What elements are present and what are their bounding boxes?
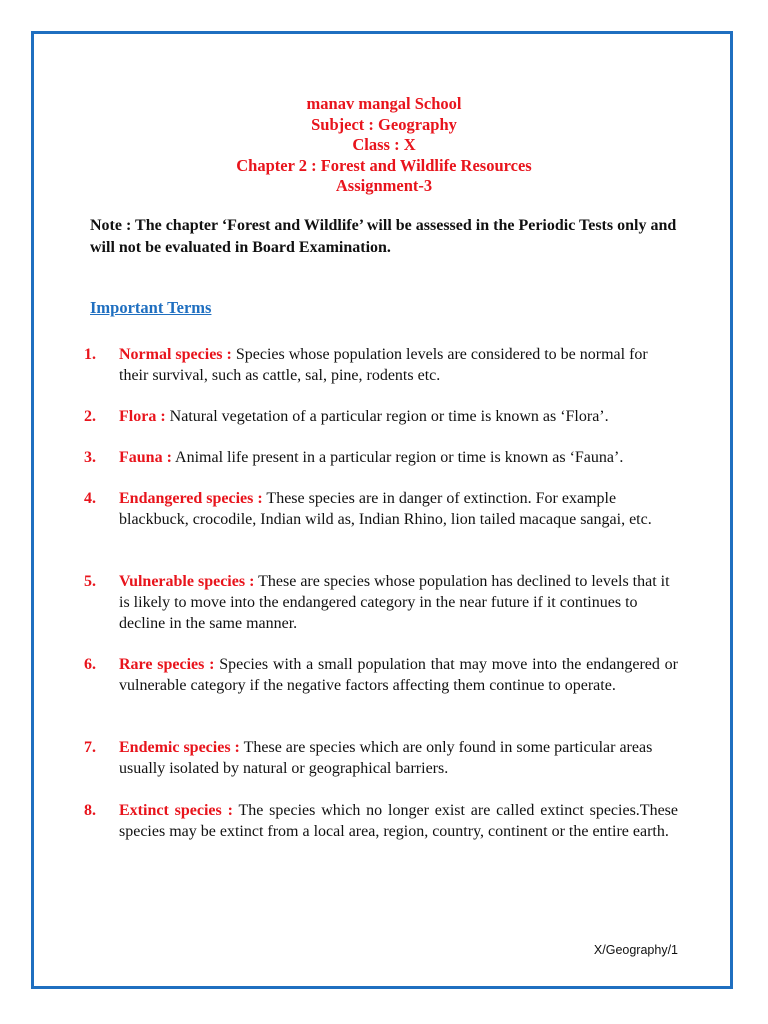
term-definition: Natural vegetation of a particular region or time is known as ‘Flora’. — [165, 408, 609, 425]
term-definition: Species whose population levels are considered to be normal for their survival, such as cattle, sal, pine, rodents etc. — [119, 346, 648, 384]
subject-line: Subject : Geography — [311, 114, 457, 134]
chapter-line: Chapter 2 : Forest and Wildlife Resources — [236, 155, 532, 175]
term-definition: Animal life present in a particular region or time is known as ‘Fauna’. — [171, 449, 624, 466]
item-number: 8. — [84, 802, 96, 819]
term-item-fauna — [84, 447, 678, 468]
term-item-vulnerable — [84, 571, 678, 634]
item-number: 1. — [84, 346, 96, 363]
assignment-line: Assignment-3 — [335, 176, 433, 195]
term-item-endangered — [84, 488, 678, 530]
item-number: 3. — [84, 449, 96, 466]
note-paragraph: Note : The chapter ‘Forest and Wildlife’ will be assessed in the Periodic Tests only and will not be evaluated in Board Examination. — [90, 217, 677, 256]
section-title: Important Terms — [90, 298, 212, 317]
term-definition: These species are in danger of extinction. For example blackbuck, crocodile, Indian wild as, Indian Rhino, lion tailed macaque sangai, etc. — [119, 490, 652, 528]
school-name: manav mangal School — [306, 94, 462, 113]
term-label: Endangered species : — [119, 490, 263, 507]
term-label: Endemic species : — [119, 739, 240, 756]
item-number: 5. — [84, 573, 96, 590]
term-definition: The species which no longer exist are called extinct species.These species may be extinct from a local area, region, country, continent or the entire earth. — [119, 802, 679, 840]
term-item-flora — [84, 406, 678, 427]
class-line: Class : X — [352, 135, 416, 154]
term-definition: These are species whose population has declined to levels that it is likely to move into the endangered category in the near future if it continues to decline in the same manner. — [119, 573, 670, 632]
term-label: Vulnerable species : — [119, 573, 255, 590]
term-definition: Species with a small population that may move into the endangered or vulnerable category if the negative factors affecting them continue to operate. — [119, 656, 678, 694]
term-label: Rare species : — [119, 656, 215, 673]
item-number: 4. — [84, 490, 96, 507]
item-number: 6. — [84, 656, 96, 673]
term-item-endemic — [84, 737, 678, 779]
term-label: Fauna : — [119, 449, 172, 466]
term-item-rare — [84, 654, 678, 696]
item-number: 2. — [84, 408, 96, 425]
page-footer: X/Geography/1 — [593, 943, 678, 957]
document-header — [0, 94, 768, 197]
term-label: Extinct species : — [119, 802, 233, 819]
term-item-normal — [84, 344, 678, 386]
term-label: Normal species : — [119, 346, 232, 363]
term-label: Flora : — [119, 408, 166, 425]
term-item-extinct — [84, 800, 678, 842]
term-definition: These are species which are only found in some particular areas usually isolated by natural or geographical barriers. — [119, 739, 653, 777]
item-number: 7. — [84, 739, 96, 756]
